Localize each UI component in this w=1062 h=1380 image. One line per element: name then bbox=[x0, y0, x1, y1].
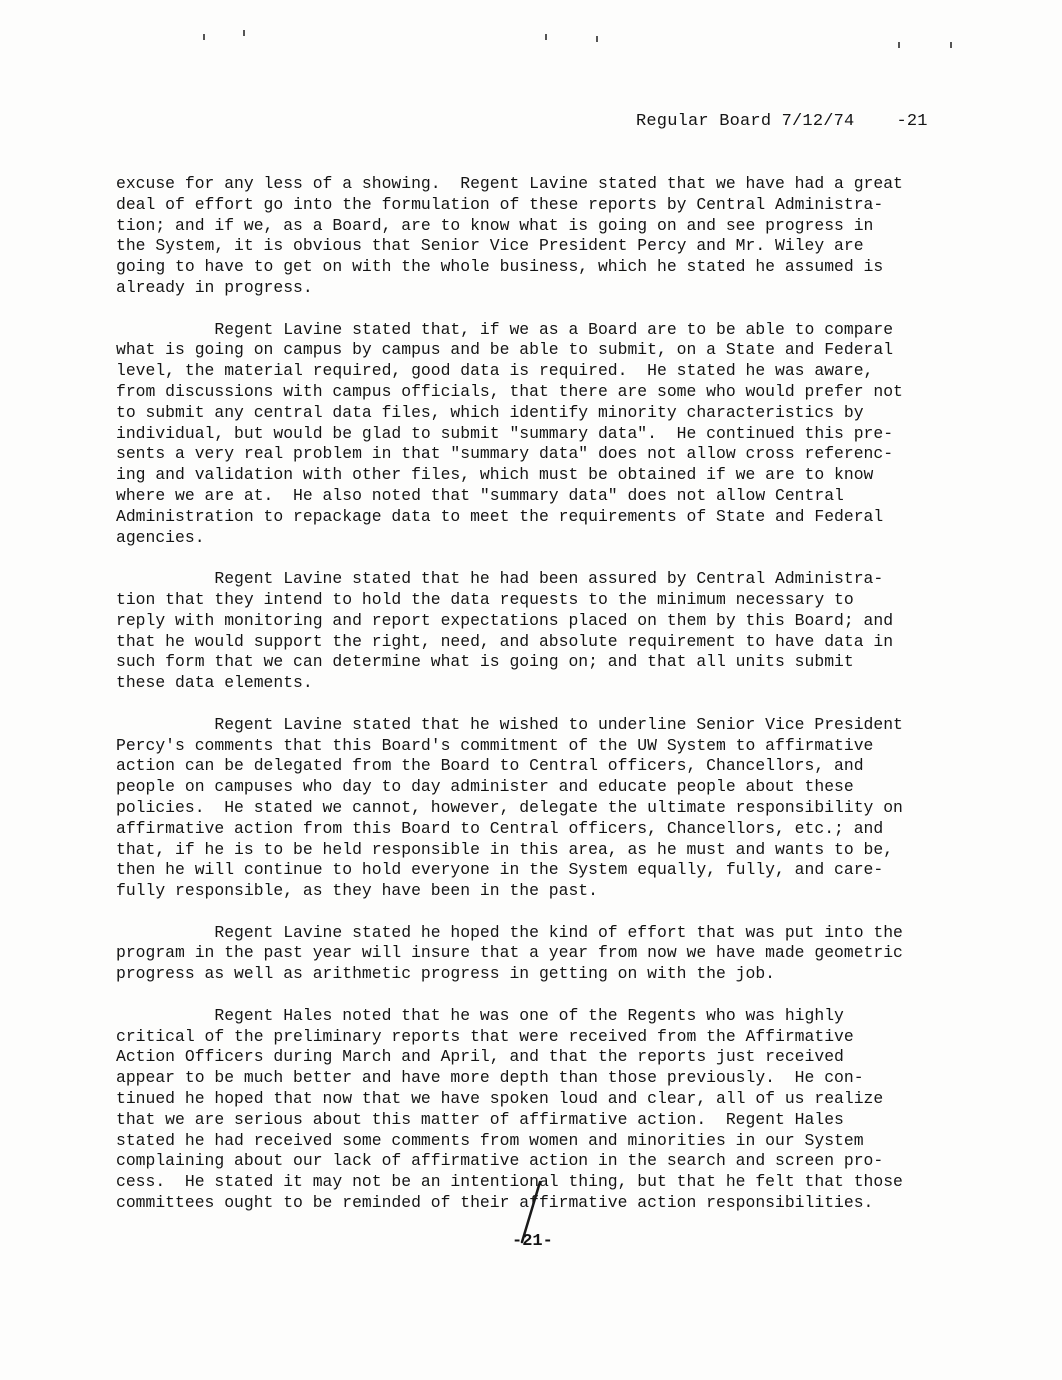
text-line: already in progress. bbox=[116, 277, 313, 297]
text-line: agencies. bbox=[116, 527, 205, 547]
text-line: reply with monitoring and report expectations placed on them by this Board; and bbox=[116, 610, 894, 630]
paragraph bbox=[116, 174, 956, 299]
text-line: Regent Lavine stated that he wished to underline Senior Vice President bbox=[116, 714, 903, 734]
text-line: policies. He stated we cannot, however, delegate the ultimate responsibility on bbox=[116, 797, 903, 817]
paragraph bbox=[116, 715, 956, 902]
text-line: Regent Hales noted that he was one of the Regents who was highly bbox=[116, 1005, 844, 1025]
text-line: sents a very real problem in that "summary data" does not allow cross referenc- bbox=[116, 444, 894, 464]
text-line: that, if he is to be held responsible in this area, as he must and wants to be, bbox=[116, 839, 894, 859]
text-line: complaining about our lack of affirmative action in the search and screen pro- bbox=[116, 1151, 884, 1171]
text-line: committees ought to be reminded of their affirmative action responsibilities. bbox=[116, 1193, 874, 1213]
text-line: deal of effort go into the formulation of these reports by Central Administra- bbox=[116, 194, 884, 214]
text-line: excuse for any less of a showing. Regent Lavine stated that we have had a great bbox=[116, 174, 903, 193]
text-line: then he will continue to hold everyone in the System equally, fully, and care- bbox=[116, 860, 884, 880]
scan-speck bbox=[898, 42, 900, 48]
text-line: these data elements. bbox=[116, 673, 313, 693]
text-line: Regent Lavine stated that, if we as a Board are to be able to compare bbox=[116, 319, 894, 339]
text-line: Regent Lavine stated he hoped the kind of effort that was put into the bbox=[116, 922, 903, 942]
text-line: from discussions with campus officials, that there are some who would prefer not bbox=[116, 381, 903, 401]
text-line: action can be delegated from the Board to Central officers, Chancellors, and bbox=[116, 756, 864, 776]
text-line: where we are at. He also noted that "summary data" does not allow Central bbox=[116, 485, 844, 505]
text-line: people on campuses who day to day administer and educate people about these bbox=[116, 777, 854, 797]
scan-speck bbox=[545, 34, 547, 40]
text-line: level, the material required, good data is required. He stated he was aware, bbox=[116, 361, 874, 381]
text-line: going to have to get on with the whole business, which he stated he assumed is bbox=[116, 257, 884, 277]
scan-speck bbox=[203, 34, 205, 40]
header-page-ref: -21 bbox=[896, 112, 928, 131]
scan-speck bbox=[950, 42, 952, 48]
text-line: Administration to repackage data to meet the requirements of State and Federal bbox=[116, 506, 884, 526]
paragraph bbox=[116, 569, 956, 694]
text-line: critical of the preliminary reports that were received from the Affirmative bbox=[116, 1026, 854, 1046]
scan-speck bbox=[596, 36, 598, 42]
paragraph bbox=[116, 923, 956, 985]
page-number: -21- bbox=[512, 1232, 553, 1251]
header-title: Regular Board 7/12/74 bbox=[636, 112, 855, 131]
text-line: cess. He stated it may not be an intentional thing, but that he felt that those bbox=[116, 1172, 903, 1192]
text-line: progress as well as arithmetic progress in getting on with the job. bbox=[116, 964, 776, 984]
text-line: Action Officers during March and April, and that the reports just received bbox=[116, 1047, 844, 1067]
text-line: fully responsible, as they have been in the past. bbox=[116, 881, 598, 901]
scan-speck bbox=[243, 30, 245, 36]
text-line: Regent Lavine stated that he had been assured by Central Administra- bbox=[116, 569, 884, 589]
page-header bbox=[636, 112, 928, 131]
text-line: program in the past year will insure that a year from now we have made geometric bbox=[116, 943, 903, 963]
text-line: such form that we can determine what is going on; and that all units submit bbox=[116, 652, 854, 672]
text-line: what is going on campus by campus and be able to submit, on a State and Federal bbox=[116, 340, 894, 360]
text-line: affirmative action from this Board to Central officers, Chancellors, etc.; and bbox=[116, 818, 884, 838]
text-line: appear to be much better and have more depth than those previously. He con- bbox=[116, 1068, 864, 1088]
text-line: individual, but would be glad to submit "summary data". He continued this pre- bbox=[116, 423, 894, 443]
text-line: tinued he hoped that now that we have spoken loud and clear, all of us realize bbox=[116, 1089, 884, 1109]
text-line: the System, it is obvious that Senior Vice President Percy and Mr. Wiley are bbox=[116, 236, 864, 256]
document-body bbox=[116, 174, 956, 1235]
text-line: that he would support the right, need, and absolute requirement to have data in bbox=[116, 631, 894, 651]
text-line: stated he had received some comments from women and minorities in our System bbox=[116, 1130, 864, 1150]
text-line: Percy's comments that this Board's commitment of the UW System to affirmative bbox=[116, 735, 874, 755]
text-line: that we are serious about this matter of affirmative action. Regent Hales bbox=[116, 1109, 844, 1129]
paragraph bbox=[116, 320, 956, 549]
text-line: ing and validation with other files, which must be obtained if we are to know bbox=[116, 465, 874, 485]
text-line: tion; and if we, as a Board, are to know what is going on and see progress in bbox=[116, 215, 874, 235]
text-line: to submit any central data files, which identify minority characteristics by bbox=[116, 402, 864, 422]
text-line: tion that they intend to hold the data requests to the minimum necessary to bbox=[116, 589, 854, 609]
